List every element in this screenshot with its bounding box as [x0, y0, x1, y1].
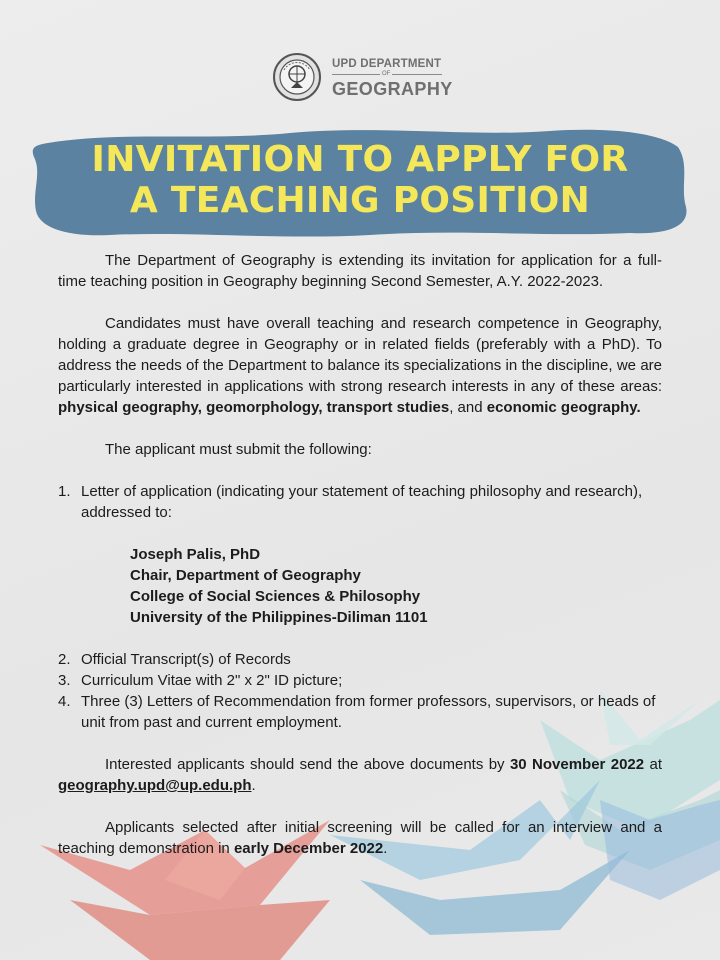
addressee-position: Chair, Department of Geography — [130, 567, 361, 584]
requirement-item — [58, 691, 662, 733]
candidates-text: Candidates must have overall teaching and research competence in Geography, holding a graduate degree in Geography or in related fields (preferably with a PhD). To address the needs of the Department to balance its specializations in the discipline, we are particularly interested in applications with strong research interests in any of these areas: — [58, 315, 662, 395]
department-logo — [272, 52, 452, 108]
requirement-text: Official Transcript(s) of Records — [81, 651, 291, 668]
addressee-block — [130, 544, 662, 628]
deadline-at: at — [649, 756, 663, 773]
title-line-2: A TEACHING POSITION — [129, 180, 591, 221]
screening-text: Applicants selected after initial screening will be called for an interview and a teaching demonstration in — [58, 819, 662, 857]
addressee-university: University of the Philippines-Diliman 1101 — [130, 609, 428, 626]
requirements-list-continued — [58, 649, 662, 733]
deadline-date: 30 November 2022 — [509, 756, 645, 773]
upd-geography-seal-icon — [272, 52, 322, 102]
requirement-item — [58, 670, 662, 691]
requirement-number: 4. — [58, 693, 71, 710]
page-title — [0, 139, 720, 221]
screening-paragraph — [58, 817, 662, 859]
deadline-period: . — [251, 777, 256, 794]
requirement-item — [58, 649, 662, 670]
deadline-text: Interested applicants should send the above documents by — [105, 756, 505, 773]
logo-text-of: OF — [382, 71, 391, 77]
screening-period: . — [383, 840, 388, 857]
logo-text-geography: GEOGRAPHY — [332, 79, 453, 99]
candidates-paragraph — [58, 313, 662, 418]
requirement-number: 1. — [58, 483, 71, 500]
candidates-and: , and — [449, 399, 483, 416]
requirement-item — [58, 481, 662, 523]
title-line-1: INVITATION TO APPLY FOR — [91, 139, 629, 180]
area-transport-studies: transport studies — [326, 399, 450, 416]
requirement-text: Letter of application (indicating your statement of teaching philosophy and research), addressed to: — [81, 483, 643, 521]
email-link[interactable]: geography.upd@up.edu.ph — [58, 777, 252, 794]
deadline-paragraph — [58, 754, 662, 796]
requirement-text: Three (3) Letters of Recommendation from former professors, supervisors, or heads of unit from past and current employment. — [81, 693, 656, 731]
area-physical-geography: physical geography, — [58, 399, 202, 416]
requirement-number: 2. — [58, 651, 71, 668]
requirement-number: 3. — [58, 672, 71, 689]
addressee-college: College of Social Sciences & Philosophy — [130, 588, 421, 605]
addressee-name: Joseph Palis, PhD — [130, 546, 261, 563]
intro-paragraph: The Department of Geography is extending its invitation for application for a full-time teaching position in Geography beginning Second Semester, A.Y. 2022-2023. — [58, 252, 662, 290]
requirements-list — [58, 481, 662, 523]
area-geomorphology: geomorphology, — [206, 399, 323, 416]
logo-text-department: UPD DEPARTMENT — [332, 58, 442, 70]
invitation-body — [58, 250, 662, 859]
screening-date: early December 2022 — [233, 840, 384, 857]
requirement-text: Curriculum Vitae with 2" x 2" ID picture; — [81, 672, 343, 689]
submit-intro: The applicant must submit the following: — [105, 441, 372, 458]
area-economic-geography: economic geography. — [486, 399, 641, 416]
